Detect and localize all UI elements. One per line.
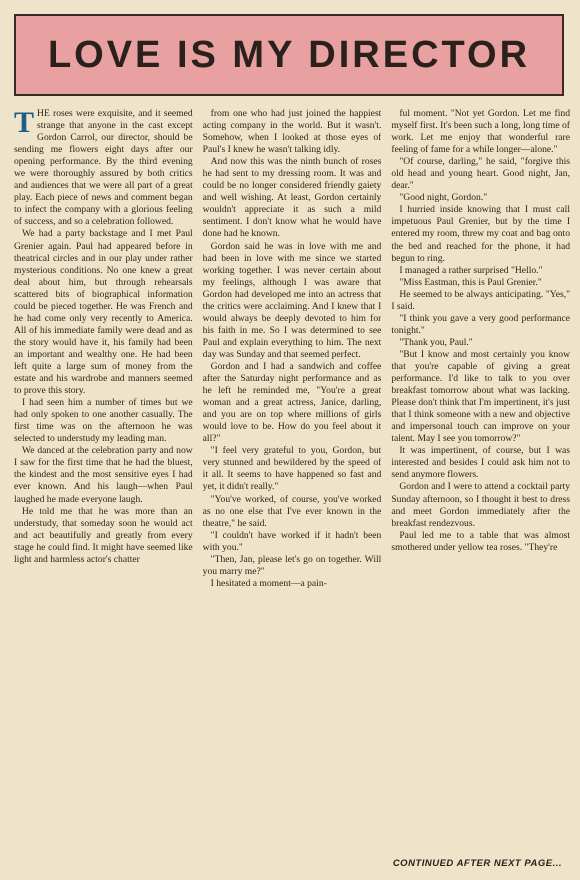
paragraph: "Miss Eastman, this is Paul Grenier." xyxy=(399,276,542,288)
paragraph: I had seen him a number of times but we had only spoken to one another casually. The first time was on the afternoon he was selected to understudy my leading man. xyxy=(14,397,193,445)
paragraph: We had a party backstage and I met Paul Grenier again. Paul had appeared before in theatrical circles and in our play under rather mysterious conditions. No one knew a great deal about him, but through rehearsals scattered bits of biographical information could be pieced together. He was French and he had come only very recently to America. All of his immediate family were dead and as the story would have it, his family had been an important and wealthy one. He had been left quite a large sum of money from the estate and his wardrobe and manners seemed to prove this story. xyxy=(14,228,193,397)
text-column-1 xyxy=(14,108,193,846)
paragraph: I hesitated a moment—a pain- xyxy=(210,577,327,589)
continued-note: CONTINUED AFTER NEXT PAGE... xyxy=(392,858,562,869)
paragraph: "Good night, Gordon." xyxy=(399,192,488,204)
paragraph: "But I know and most certainly you know that you're capable of giving a great performance. I'd like to talk to you over breakfast tomorrow about what was lacking. Please don't think that I'm impertinent, it's just that I think someone with a new and objective and impersonal touch can improve on your talent. May I see you tomorrow?" xyxy=(391,348,571,445)
paragraph: I hurried inside knowing that I must call impetuous Paul Grenier, but by the time I entered my room, threw my coat and bag onto the bed and reached for the phone, it had begun to ring. xyxy=(391,204,571,264)
paragraph: He told me that he was more than an understudy, that someday soon he would act and act beautifully and greatly from every stage he could find. It might have seemed like light and harmless actor's chatter xyxy=(14,505,193,565)
paragraph: "I think you gave a very good performance tonight." xyxy=(391,312,571,336)
paragraph: from one who had just joined the happiest acting company in the world. But it wasn't. Somehow, when I looked at those eyes of Paul's I knew he wasn't talking idly. xyxy=(202,108,382,156)
drop-cap: T xyxy=(14,108,35,139)
paragraph: I managed a rather surprised "Hello." xyxy=(399,264,543,276)
paragraph: Gordon and I were to attend a cocktail party Sunday afternoon, so I thought it best to dress and meet Gordon immediately after the breakfast rendezvous. xyxy=(391,481,571,529)
story-columns xyxy=(14,108,570,846)
paragraph: "I couldn't have worked if it hadn't been with you." xyxy=(202,529,382,553)
paragraph: "Thank you, Paul." xyxy=(399,336,473,348)
text-column-3 xyxy=(391,108,570,846)
paragraph: Gordon said he was in love with me and had been in love with me since we started working together. I was never certain about my feelings, although I was aware that Gordon had developed me into an actress that the critics were acclaiming. And I knew that I would always be deeply devoted to him for his faith in me. So I was determined to see Paul and explain everything to him. The next day was Sunday and that seemed perfect. xyxy=(202,240,382,360)
story-title: LOVE IS MY DIRECTOR xyxy=(47,33,531,76)
title-banner xyxy=(14,14,564,96)
paragraph: "Then, Jan, please let's go on together. Will you marry me?" xyxy=(202,553,382,577)
paragraph: "You've worked, of course, you've worked as no one else that I've ever known in the theatre," he said. xyxy=(202,493,382,529)
paragraph: ful moment. "Not yet Gordon. Let me find myself first. It's been such a long, long time of work. Let me enjoy that wonderful rare feeling of fame for a while longer—alone." xyxy=(391,108,571,156)
paragraph: Gordon and I had a sandwich and coffee after the Saturday night performance and as he left he reminded me, "You're a great woman and a great actress, Janice, darling, and you are on top where millions of girls would love to be. How do you feel about it all?" xyxy=(202,360,382,445)
paragraph: And now this was the ninth bunch of roses he had sent to my dressing room. It was and could be no longer considered friendly gaiety and well wishing. At least, Gordon certainly wouldn't appreciate it as such a mild sentiment. I don't know what he would have done had he known. xyxy=(202,156,382,240)
paragraph: "I feel very grateful to you, Gordon, but very stunned and bewildered by the speed of it all. It seems to have happened so fast and yet, it didn't really." xyxy=(202,445,382,493)
paragraph: It was impertinent, of course, but I was interested and besides I could ask him not to send anymore flowers. xyxy=(391,445,571,481)
text-column-2 xyxy=(203,108,382,846)
paragraph: "Of course, darling," he said, "forgive this old head and young heart. Good night, Jan, dear." xyxy=(391,156,571,192)
paragraph: THE roses were exquisite, and it seemed strange that anyone in the cast except Gordon Carrol, our director, should be sending me flowers eight days after our opening performance. By the third evening we were thoroughly assured by both critics and audiences that we were all part of a great play. Each piece of news and comment began to infect the company with a glorious feeling of success, and so a celebration followed. xyxy=(14,108,193,228)
paragraph: We danced at the celebration party and now I saw for the first time that he had the bluest, the kindest and the most sensitive eyes I had ever known. And his laugh—when Paul laughed he made everyone laugh. xyxy=(14,445,193,505)
paragraph: He seemed to be always anticipating. "Yes," I said. xyxy=(391,288,571,312)
paragraph: Paul led me to a table that was almost smothered under yellow tea roses. "They're xyxy=(391,529,571,553)
